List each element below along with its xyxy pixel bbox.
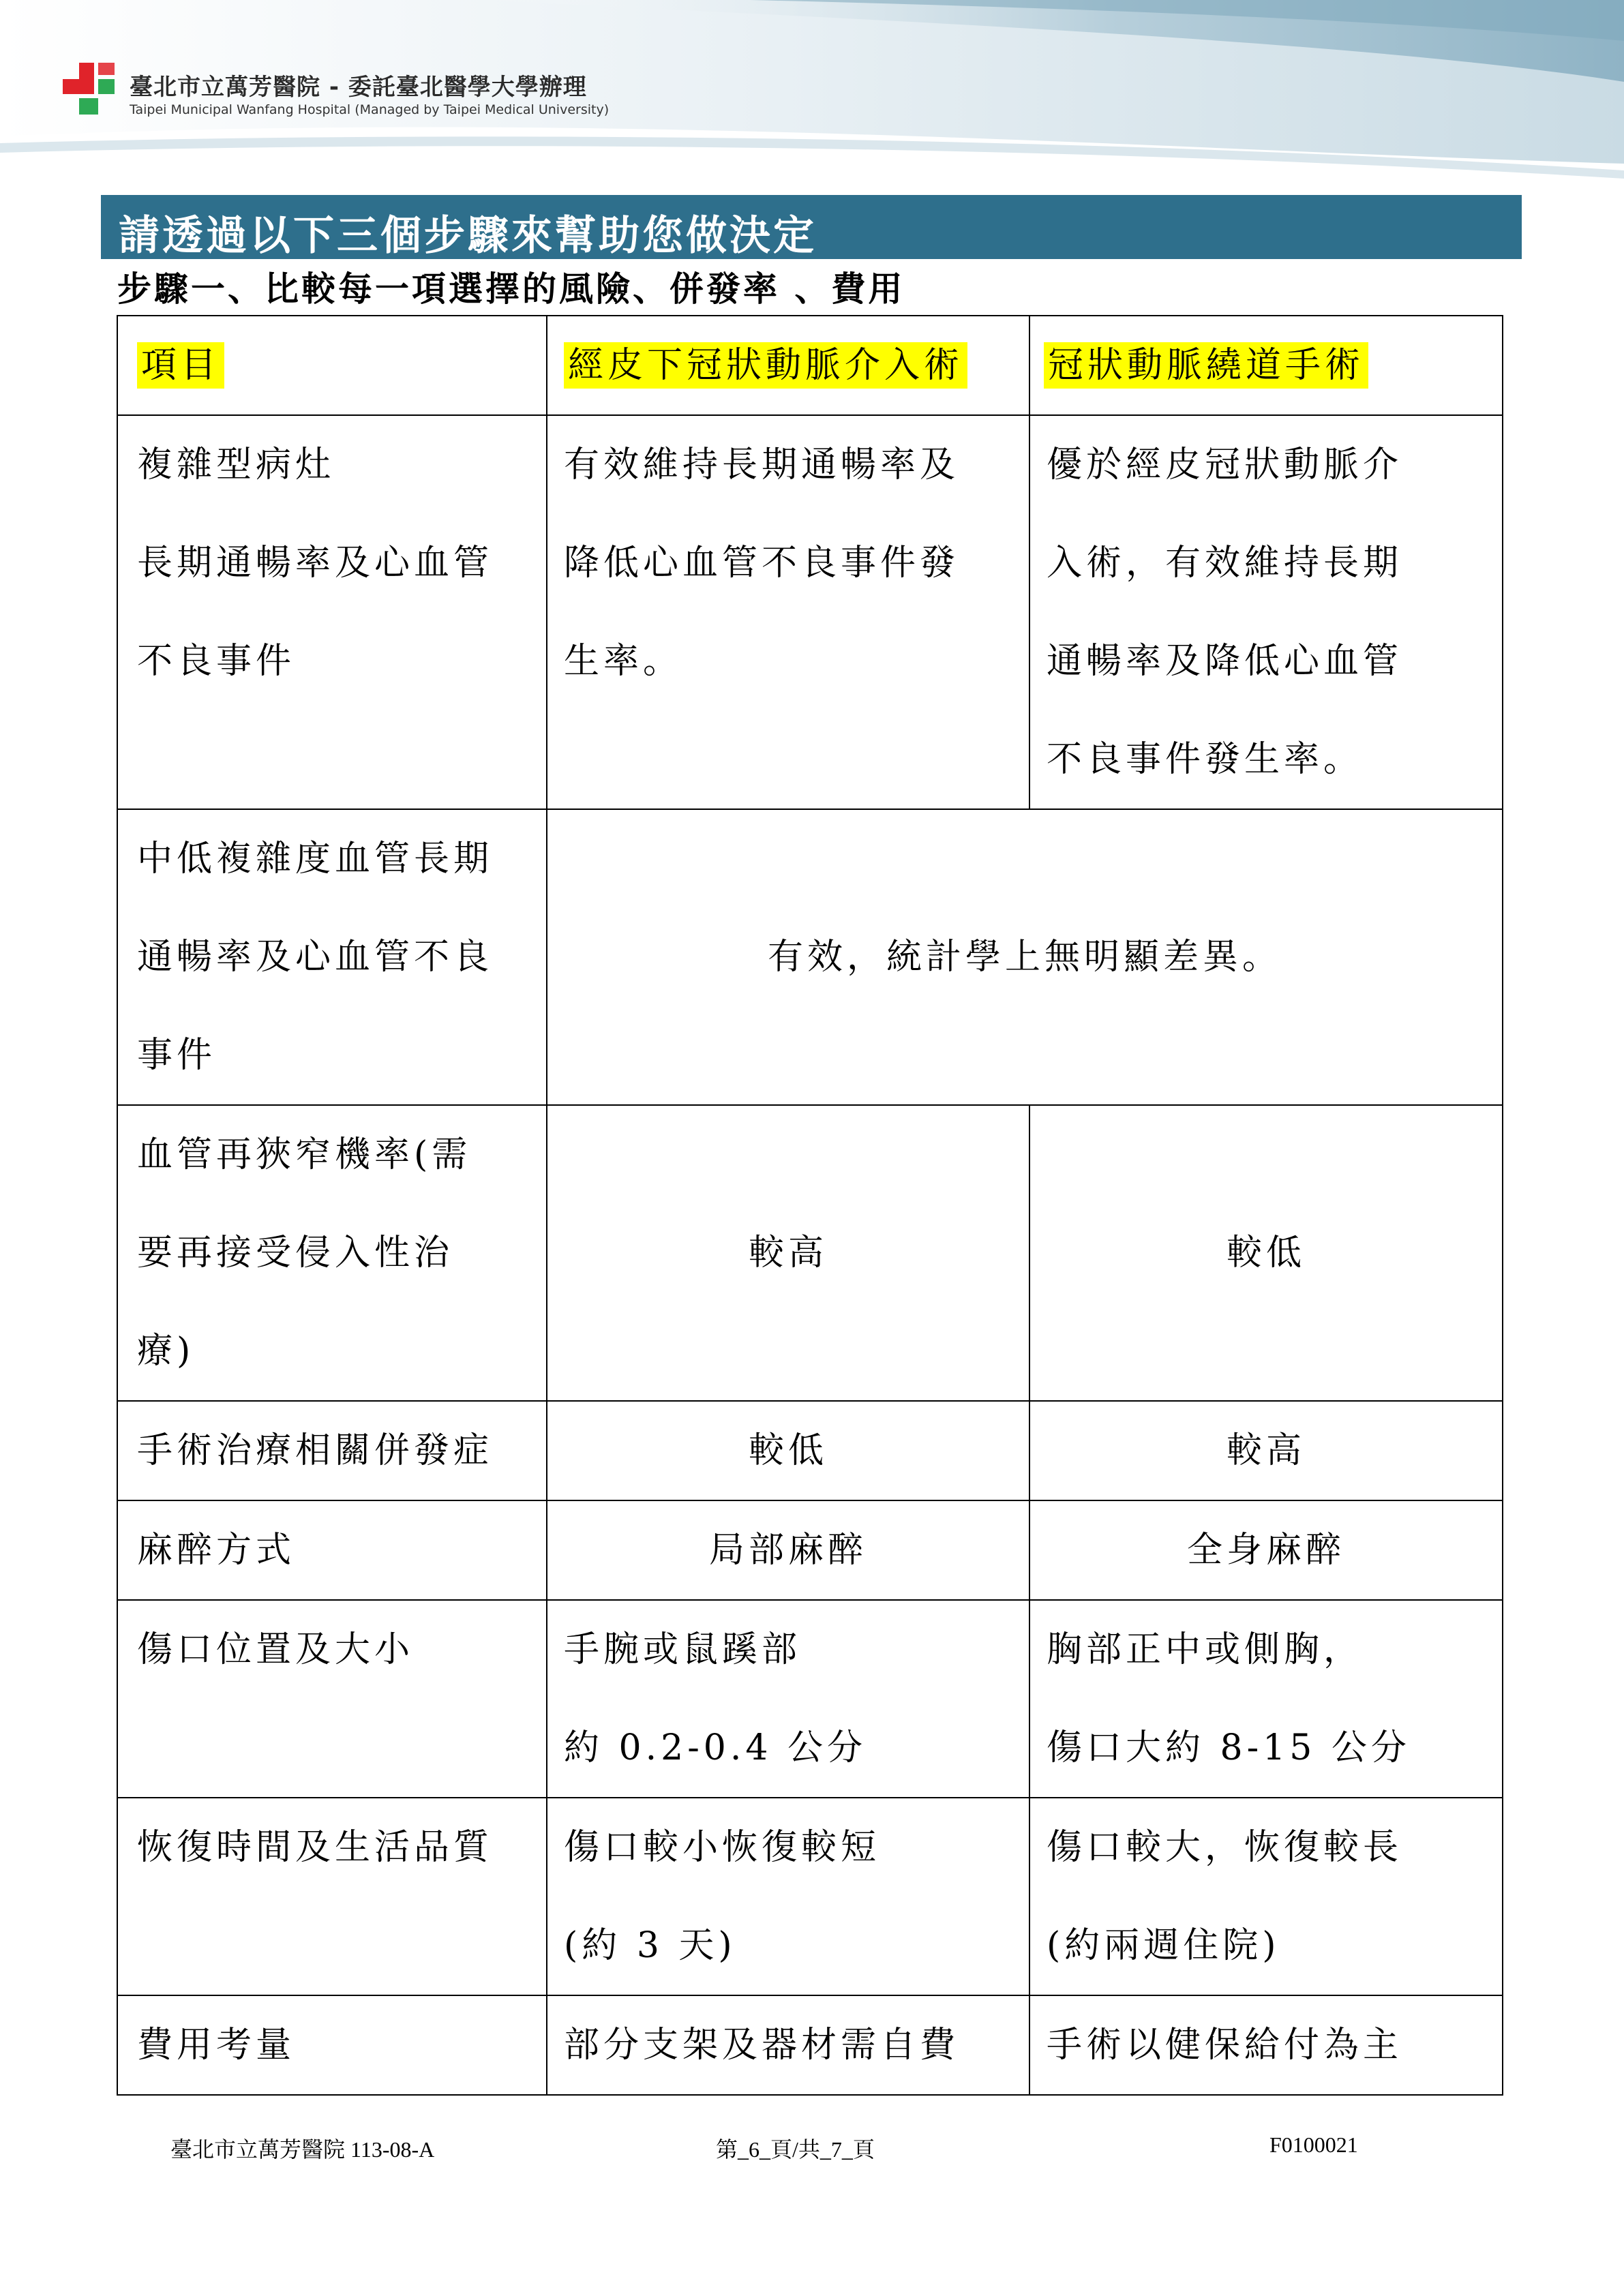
- header-cell-cabg: [1029, 316, 1503, 415]
- row-item-cell: [117, 1105, 547, 1401]
- row-cabg-cell: [1029, 1600, 1503, 1798]
- page-title: 請透過以下三個步驟來幫助您做決定: [119, 212, 817, 260]
- cell-line: 複雜型病灶: [137, 444, 335, 485]
- row-item-cell: 麻醉方式: [117, 1500, 547, 1600]
- cell-line: 降低心血管不良事件發: [564, 543, 960, 584]
- cell-line: 傷口大約 8-15 公分: [1047, 1727, 1411, 1768]
- cell-line: 傷口較大，恢復較長: [1047, 1827, 1403, 1868]
- cell-line: 生率。: [564, 641, 683, 682]
- row-cabg-cell: [1029, 415, 1503, 809]
- step-one-title: 步驟一、比較每一項選擇的風險、併發率 、費用: [117, 269, 905, 309]
- row-item-cell: 手術治療相關併發症: [117, 1401, 547, 1500]
- header-cell-item: [117, 316, 547, 415]
- table-row: [117, 1500, 1503, 1600]
- cell-line: 約 0.2-0.4 公分: [564, 1727, 867, 1768]
- cell-line: 要再接受侵入性治: [137, 1233, 454, 1273]
- cell-line: 血管再狹窄機率(需: [137, 1134, 472, 1175]
- header-cell-pci: [547, 316, 1029, 415]
- row-pci-cell: [547, 415, 1029, 809]
- cell-line: 事件: [137, 1035, 217, 1076]
- cell-line: 入術，有效維持長期: [1047, 543, 1403, 584]
- table-row: [117, 809, 1503, 1105]
- cell-line: 通暢率及降低心血管: [1047, 641, 1403, 682]
- hospital-name-en: Taipei Municipal Wanfang Hospital (Managed by Taipei Medical University): [130, 102, 610, 117]
- cell-line: 胸部正中或側胸，: [1047, 1629, 1364, 1670]
- cell-line: 不良事件發生率。: [1047, 739, 1364, 780]
- cell-line: 療): [137, 1331, 195, 1372]
- row-pci-cell: [547, 1798, 1029, 1995]
- row-item-cell: 恢復時間及生活品質: [117, 1798, 547, 1995]
- row-pci-cell: 較高: [547, 1105, 1029, 1401]
- row-merged-cell: 有效，統計學上無明顯差異。: [547, 809, 1503, 1105]
- row-item-cell: 費用考量: [117, 1995, 547, 2095]
- row-cabg-cell: 較低: [1029, 1105, 1503, 1401]
- table-row: [117, 1995, 1503, 2095]
- cell-line: (約兩週住院): [1047, 1925, 1280, 1966]
- cell-line: 不良事件: [137, 641, 296, 682]
- hospital-cross-logo-icon: [60, 60, 117, 117]
- cell-line: 中低複雜度血管長期: [137, 839, 494, 879]
- row-cabg-cell: 全身麻醉: [1029, 1500, 1503, 1600]
- row-pci-cell: [547, 1600, 1029, 1798]
- header-item-label: 項目: [137, 342, 224, 389]
- footer-page-number: 第_6_頁/共_7_頁: [716, 2137, 875, 2162]
- cell-line: 優於經皮冠狀動脈介: [1047, 444, 1403, 485]
- cell-line: 長期通暢率及心血管: [137, 543, 494, 584]
- table-row: [117, 1600, 1503, 1798]
- cell-line: (約 3 天): [564, 1925, 736, 1966]
- row-cabg-cell: [1029, 1798, 1503, 1995]
- footer-doc-id: 臺北市立萬芳醫院 113-08-A: [170, 2137, 435, 2162]
- table-row: [117, 1105, 1503, 1401]
- table-row: [117, 415, 1503, 809]
- row-item-cell: [117, 415, 547, 809]
- header-pci-label: 經皮下冠狀動脈介入術: [564, 342, 967, 389]
- footer-form-code: F0100021: [1269, 2132, 1358, 2157]
- row-pci-cell: 局部麻醉: [547, 1500, 1029, 1600]
- section-title-bar: [101, 195, 1522, 259]
- row-cabg-cell: 手術以健保給付為主: [1029, 1995, 1503, 2095]
- table-header-row: [117, 316, 1503, 415]
- hospital-name-cn: 臺北市立萬芳醫院 - 委託臺北醫學大學辦理: [130, 74, 587, 101]
- row-pci-cell: 較低: [547, 1401, 1029, 1500]
- row-pci-cell: 部分支架及器材需自費: [547, 1995, 1029, 2095]
- table-row: [117, 1798, 1503, 1995]
- row-item-cell: 傷口位置及大小: [117, 1600, 547, 1798]
- header-cabg-label: 冠狀動脈繞道手術: [1044, 342, 1368, 389]
- cell-line: 有效維持長期通暢率及: [564, 444, 960, 485]
- row-cabg-cell: 較高: [1029, 1401, 1503, 1500]
- cell-line: 手腕或鼠蹊部: [564, 1629, 802, 1670]
- cell-line: 傷口較小恢復較短: [564, 1827, 881, 1868]
- row-item-cell: [117, 809, 547, 1105]
- comparison-table: [117, 315, 1503, 2096]
- cell-line: 通暢率及心血管不良: [137, 937, 494, 978]
- table-row: [117, 1401, 1503, 1500]
